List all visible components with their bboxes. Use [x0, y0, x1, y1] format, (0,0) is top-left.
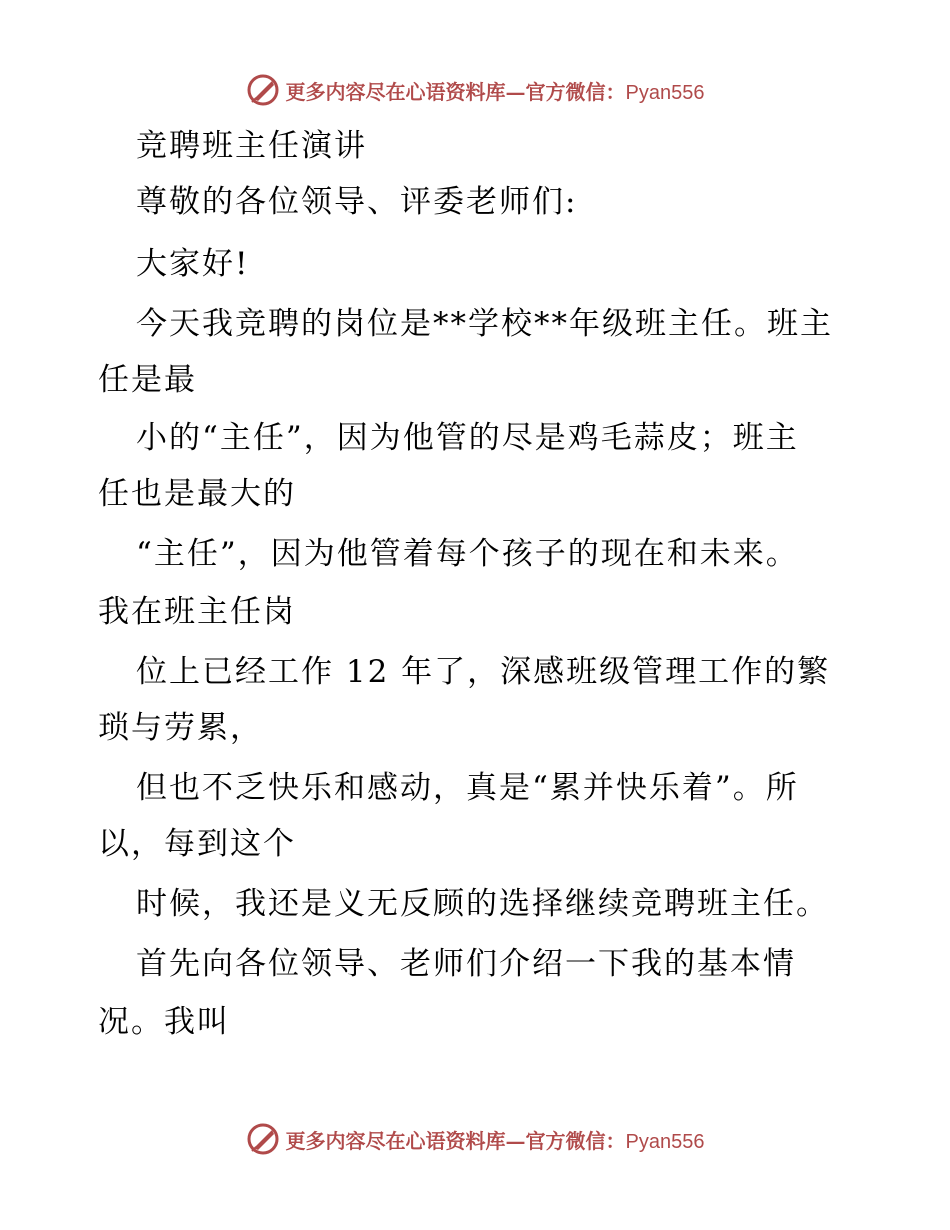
text-line: 但也不乏快乐和感动，真是“累并快乐着”。所 — [136, 770, 799, 806]
text-line: 今天我竞聘的岗位是**学校**年级班主任。班主 — [136, 306, 833, 342]
text-line: 尊敬的各位领导、评委老师们: — [136, 184, 578, 220]
text-line: 任也是最大的 — [98, 476, 296, 512]
footer-banner-id: Pyan556 — [625, 1130, 705, 1153]
text-line: 大家好! — [136, 246, 250, 282]
header-banner-text — [286, 76, 705, 105]
header-banner-id: Pyan556 — [625, 81, 705, 104]
text-line: “主任”，因为他管着每个孩子的现在和未来。 — [136, 536, 799, 572]
text-line: 小的“主任”，因为他管的尽是鸡毛蒜皮；班主 — [136, 420, 799, 456]
quill-logo-icon — [246, 73, 280, 107]
document-title: 竞聘班主任演讲 — [136, 128, 367, 164]
header-banner — [0, 70, 950, 110]
footer-banner-cn: 更多内容尽在心语资料库—官方微信： — [285, 1128, 626, 1153]
header-banner-cn: 更多内容尽在心语资料库—官方微信： — [285, 79, 626, 104]
footer-banner — [0, 1119, 950, 1159]
text-line: 我在班主任岗 — [98, 594, 296, 630]
text-line: 以，每到这个 — [98, 826, 296, 862]
text-line: 首先向各位领导、老师们介绍一下我的基本情 — [136, 946, 796, 982]
footer-banner-text — [286, 1125, 705, 1154]
quill-logo-icon — [246, 1122, 280, 1156]
text-line: 琐与劳累， — [98, 710, 263, 746]
text-line: 位上已经工作 12 年了，深感班级管理工作的繁 — [136, 654, 831, 690]
text-line: 时候，我还是义无反顾的选择继续竞聘班主任。 — [136, 886, 829, 922]
text-line: 况。我叫 — [98, 1004, 230, 1040]
text-line: 任是最 — [98, 362, 197, 398]
